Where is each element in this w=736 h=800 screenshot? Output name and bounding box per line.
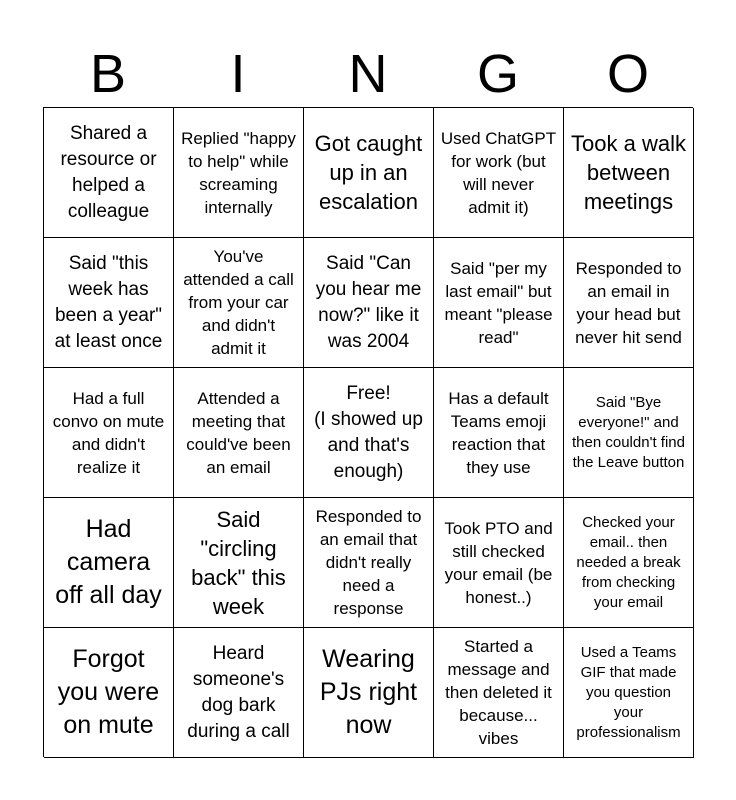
cell-text: Has a default Teams emoji reaction that they use xyxy=(448,388,549,477)
cell-text: Responded to an email in your head but never hit send xyxy=(575,258,682,347)
bingo-cell-3-1[interactable] xyxy=(44,368,174,498)
header-letter-i: I xyxy=(230,44,246,104)
bingo-cell-1-1[interactable] xyxy=(44,108,174,238)
cell-text: Said "Bye everyone!" and then couldn't find the Leave button xyxy=(572,393,685,471)
cell-text: Responded to an email that didn't really need a response xyxy=(315,507,422,618)
bingo-board xyxy=(43,107,693,757)
bingo-cell-5-3[interactable] xyxy=(304,628,434,758)
cell-text: Had camera off all day xyxy=(55,515,162,609)
bingo-header xyxy=(43,40,693,108)
cell-text: Said "Can you hear me now?" like it was 2004 xyxy=(315,252,422,352)
cell-text: Attended a meeting that could've been an email xyxy=(186,388,291,477)
bingo-cell-2-3[interactable] xyxy=(304,238,434,368)
cell-text: Checked your email.. then needed a break from checking your email xyxy=(576,513,681,611)
cell-text: Wearing PJs right now xyxy=(319,645,418,739)
cell-text: Forgot you were on mute xyxy=(57,645,160,739)
bingo-cell-2-5[interactable] xyxy=(564,238,694,368)
cell-text: Said "circling back" this week xyxy=(191,506,286,619)
header-letter-o: O xyxy=(606,44,649,104)
bingo-cell-4-5[interactable] xyxy=(564,498,694,628)
cell-text: Took a walk between meetings xyxy=(571,131,686,214)
cell-text: Started a message and then deleted it because... vibes xyxy=(445,637,552,748)
header-letter-g: G xyxy=(476,44,519,104)
cell-text: You've attended a call from your car and didn't admit it xyxy=(183,247,294,358)
bingo-cell-4-4[interactable] xyxy=(434,498,564,628)
bingo-cell-1-5[interactable] xyxy=(564,108,694,238)
cell-text: Said "this week has been a year" at least once xyxy=(54,252,163,352)
bingo-cell-5-4[interactable] xyxy=(434,628,564,758)
cell-text: Had a full convo on mute and didn't realize it xyxy=(52,388,165,477)
header-letter-b: B xyxy=(89,44,127,104)
cell-text: Heard someone's dog bark during a call xyxy=(187,642,290,742)
bingo-cell-4-3[interactable] xyxy=(304,498,434,628)
cell-text: Shared a resource or helped a colleague xyxy=(60,122,157,222)
bingo-cell-1-4[interactable] xyxy=(434,108,564,238)
bingo-cell-3-2[interactable] xyxy=(174,368,304,498)
bingo-cell-2-4[interactable] xyxy=(434,238,564,368)
bingo-cell-3-4[interactable] xyxy=(434,368,564,498)
cell-text: Replied "happy to help" while screaming internally xyxy=(181,128,296,217)
bingo-cell-1-3[interactable] xyxy=(304,108,434,238)
cell-text: Used ChatGPT for work (but will never admit it) xyxy=(440,128,557,217)
bingo-cell-5-5[interactable] xyxy=(564,628,694,758)
bingo-cell-3-3-free-space[interactable] xyxy=(304,368,434,498)
cell-text: Used a Teams GIF that made you question your professionalism xyxy=(576,643,681,741)
bingo-cell-1-2[interactable] xyxy=(174,108,304,238)
bingo-cell-4-1[interactable] xyxy=(44,498,174,628)
cell-text: Said "per my last email" but meant "please read" xyxy=(444,258,553,347)
bingo-cell-3-5[interactable] xyxy=(564,368,694,498)
header-letter-n: N xyxy=(348,44,388,104)
cell-text: Took PTO and still checked your email (be honest..) xyxy=(444,518,553,607)
cell-text: Free! (I showed up and that's enough) xyxy=(314,382,423,482)
bingo-cell-2-2[interactable] xyxy=(174,238,304,368)
bingo-cell-4-2[interactable] xyxy=(174,498,304,628)
bingo-cell-2-1[interactable] xyxy=(44,238,174,368)
bingo-cell-5-2[interactable] xyxy=(174,628,304,758)
bingo-cell-5-1[interactable] xyxy=(44,628,174,758)
cell-text: Got caught up in an escalation xyxy=(314,131,423,214)
